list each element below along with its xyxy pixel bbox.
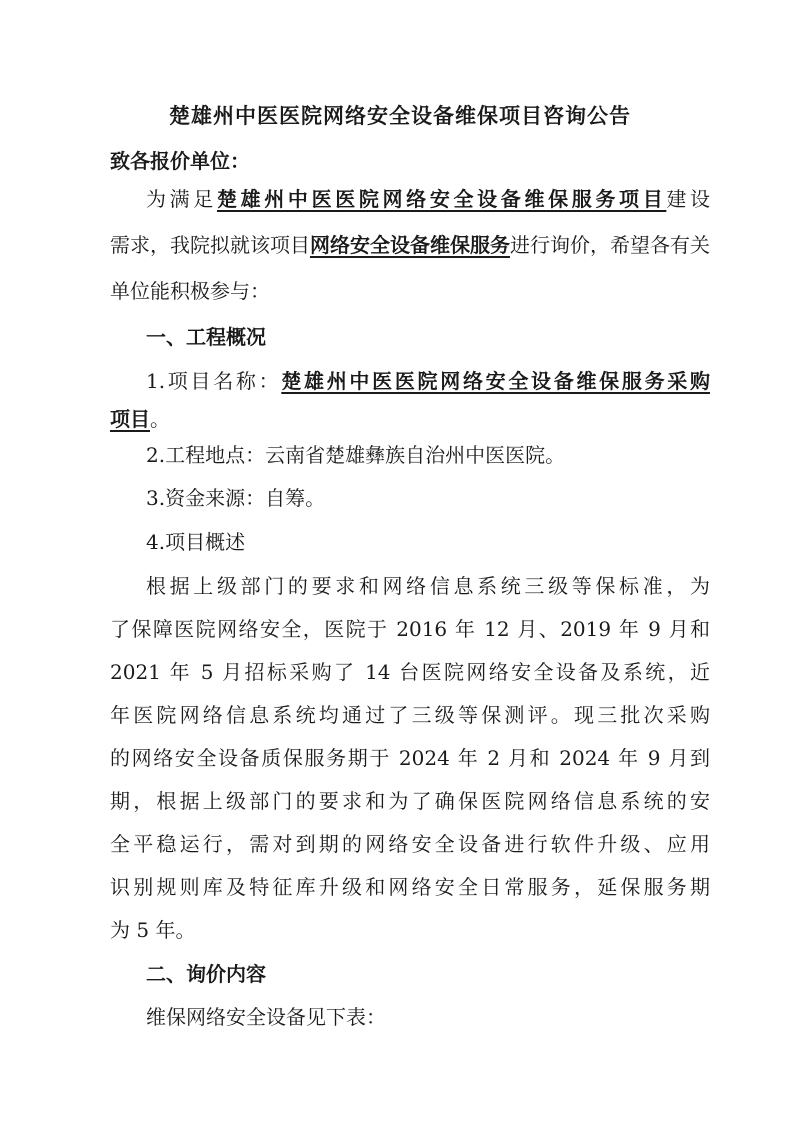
intro-text: 进行询价，希望各有关 bbox=[510, 233, 710, 257]
service-name-underlined: 网络安全设备维保服务 bbox=[310, 233, 510, 257]
para-line: 全平稳运行，需对到期的网络安全设备进行软件升级、应用 bbox=[110, 832, 710, 856]
intro-text: 建设 bbox=[666, 187, 711, 211]
para-line: 了保障医院网络安全，医院于 2016 年 12 月、2019 年 9 月和 bbox=[110, 617, 710, 641]
item3: 3.资金来源：自筹。 bbox=[146, 486, 326, 510]
para-line: 为 5 年。 bbox=[110, 918, 196, 942]
intro-line-1 bbox=[146, 184, 710, 214]
salutation: 致各报价单位： bbox=[110, 149, 250, 173]
item1-project-name: 楚雄州中医医院网络安全设备维保服务采购 bbox=[281, 369, 710, 393]
intro-line-3: 单位能积极参与： bbox=[110, 279, 270, 303]
item4: 4.项目概述 bbox=[146, 530, 246, 554]
document-title: 楚雄州中医医院网络安全设备维保项目咨询公告 bbox=[169, 104, 631, 128]
section1-heading: 一、工程概况 bbox=[146, 325, 266, 349]
para-line: 2021 年 5 月招标采购了 14 台医院网络安全设备及系统，近 bbox=[110, 660, 710, 684]
item1-line-2 bbox=[110, 404, 710, 434]
item1-label: 1.项目名称： bbox=[146, 369, 282, 393]
para-line: 识别规则库及特征库升级和网络安全日常服务，延保服务期 bbox=[110, 875, 710, 899]
item2: 2.工程地点：云南省楚雄彝族自治州中医医院。 bbox=[146, 443, 566, 467]
para-line: 根据上级部门的要求和网络信息系统三级等保标准，为 bbox=[146, 574, 710, 598]
item1-line-1 bbox=[146, 366, 710, 396]
intro-text: 需求，我院拟就该项目 bbox=[110, 233, 310, 257]
section2-heading: 二、询价内容 bbox=[146, 962, 266, 986]
para-line: 期，根据上级部门的要求和为了确保医院网络信息系统的安 bbox=[110, 789, 710, 813]
intro-line-2 bbox=[110, 230, 710, 260]
para-line: 的网络安全设备质保服务期于 2024 年 2 月和 2024 年 9 月到 bbox=[110, 746, 710, 770]
item1-period: 。 bbox=[150, 407, 170, 431]
intro-text: 为满足 bbox=[146, 187, 217, 211]
section2-line: 维保网络安全设备见下表： bbox=[146, 1005, 386, 1029]
project-name-underlined: 楚雄州中医医院网络安全设备维保服务项目 bbox=[216, 187, 667, 211]
para-line: 年医院网络信息系统均通过了三级等保测评。现三批次采购 bbox=[110, 703, 710, 727]
item1-project-name-end: 项目 bbox=[110, 407, 150, 431]
